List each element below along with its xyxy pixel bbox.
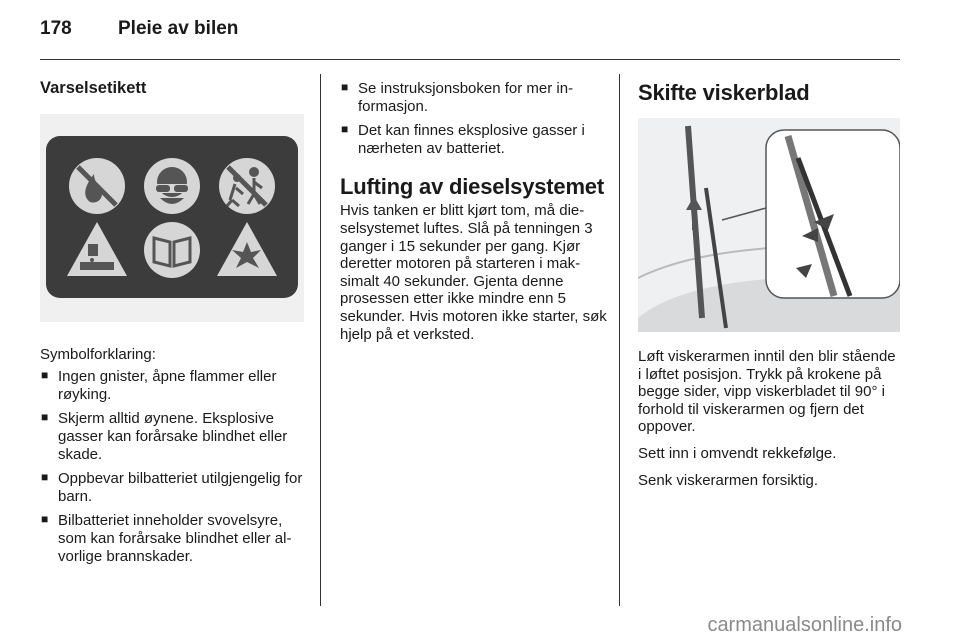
symbol-legend-list-continued [340,80,610,157]
section-title-wiper-blade: Skifte viskerblad [638,80,810,105]
column-divider-left [320,74,321,606]
list-item: ■ Se instruksjonsboken for mer informasjon. [340,80,610,115]
chapter-title: Pleie av bilen [118,18,239,39]
keep-away-children-icon [219,158,275,214]
battery-warning-symbols-image [40,114,304,322]
page-number: 178 [40,18,72,39]
column-diesel [340,80,610,343]
column-divider-right [619,74,620,606]
read-manual-icon [144,222,200,278]
no-flames-icon [69,158,125,214]
list-item: ■ Oppbevar bilbatteriet utilgjengelig for barn. [40,470,306,505]
symbol-legend-heading: Symbolforklaring: [40,345,156,363]
section-title-warning-label: Varselsetikett [40,79,147,97]
column-warning-label [40,80,306,572]
wiper-lower-text: Senk viskerarmen forsiktig. [638,471,819,489]
symbol-legend-list [40,368,306,565]
eye-protection-icon [144,158,200,214]
wiper-reinstall-text: Sett inn i omvendt rekkefølge. [638,444,837,462]
section-title-diesel-bleeding: Lufting av dieselsystemet [340,174,604,200]
column-wiper [638,80,900,489]
list-item: ■ Bilbatteriet inneholder svovelsyre, som kan forårsake blindhet eller alvorlige brannskader. [40,512,306,565]
wiper-blade-figure [638,118,900,332]
wiper-replacement-image [638,118,900,332]
watermark: carmanualsonline.info [707,614,902,636]
warning-label-figure [40,114,304,322]
list-item: ■ Ingen gnister, åpne flammer eller røyking. [40,368,306,403]
list-item: ■ Skjerm alltid øynene. Eksplosive gasser kan forårsake blindhet eller skade. [40,410,306,463]
list-item: ■ Det kan finnes eksplosive gasser i nærheten av batteriet. [340,122,610,157]
header-rule [40,59,900,60]
diesel-bleeding-text: Hvis tanken er blitt kjørt tom, må dieselsystemet luftes. Slå på tenningen 3 ganger i 15 sekunder per gang. Kjør deretter motoren på starteren i maksimalt 40 sekunder. Gjenta denne prosessen etter ikke mindre enn 5 sekunder. Hvis motoren ikke starter, søk hjelp på et verksted. [340,202,607,343]
wiper-instruction-text: Løft viskerarmen inntil den blir stående i løftet posisjon. Trykk på krokene på begge sider, vipp viskerbladet til 90° i forhold til viskerarmen og fjern det oppover. [638,348,896,436]
